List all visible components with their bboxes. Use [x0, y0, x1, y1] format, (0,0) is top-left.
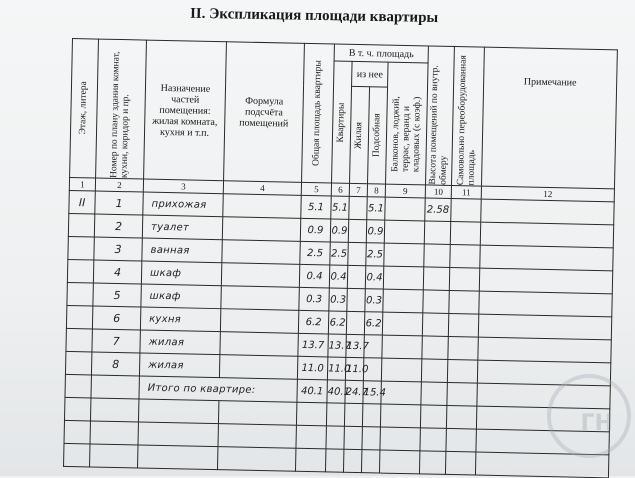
cell-height: 2.58 — [425, 198, 451, 222]
cell-formula — [219, 355, 297, 380]
cell-living — [349, 196, 367, 219]
empty-cell — [90, 444, 138, 468]
empty-cell — [379, 450, 419, 474]
cell-note — [479, 268, 612, 294]
empty-cell — [296, 402, 326, 426]
cell-total: 0.3 — [299, 287, 329, 311]
column-number: 10 — [425, 185, 451, 199]
cell-unauth — [451, 198, 481, 222]
cell-floor — [68, 213, 94, 237]
empty-cell — [419, 451, 445, 475]
cell-formula — [222, 217, 300, 242]
cell-unauth — [448, 336, 478, 360]
empty-cell — [362, 427, 380, 450]
cell-flat: 0.9 — [330, 219, 348, 242]
cell-floor — [65, 351, 91, 375]
cell-name: шкаф — [141, 261, 221, 286]
cell-flat: 0.3 — [329, 288, 347, 311]
header-purpose: Назначение частей помещения: жилая комната, кухня и т.п. — [144, 40, 227, 181]
cell-formula — [220, 309, 298, 334]
cell-aux: 0.4 — [365, 266, 383, 289]
cell-name: туалет — [142, 215, 222, 240]
empty-cell — [296, 425, 326, 449]
column-number: 2 — [95, 178, 143, 192]
cell-aux: 0.3 — [365, 289, 383, 312]
cell-floor — [68, 236, 94, 260]
cell-name: кухня — [140, 307, 220, 332]
cell-balc — [381, 358, 421, 382]
cell-total: 0.9 — [300, 218, 330, 242]
empty-cell — [421, 382, 447, 406]
column-number: 6 — [331, 183, 349, 196]
column-number: 8 — [367, 184, 385, 197]
cell-formula — [221, 263, 299, 288]
header-subgroup: из нее — [352, 61, 389, 87]
cell-name: шкаф — [141, 284, 221, 309]
header-floor: Этаж, литера — [70, 39, 99, 179]
cell-note — [480, 222, 613, 248]
cell-balc — [384, 220, 424, 244]
cell-floor — [66, 328, 92, 352]
header-unauthorized: Самовольно переоборудованная площадь — [452, 47, 485, 187]
cell-floor — [66, 305, 92, 329]
empty-cell — [90, 398, 138, 422]
header-balconies: Балконов, лоджий, террас, веранд и кладовых (с коэф.) — [386, 62, 429, 185]
page-title: II. Экспликация площади квартиры — [189, 5, 439, 27]
cell-balc — [385, 197, 425, 221]
cell-floor — [67, 259, 93, 283]
column-number: 12 — [481, 186, 614, 202]
header-height: Высота помещений по внутр. обмеру — [426, 46, 455, 186]
cell-total: 11.0 — [297, 356, 327, 380]
cell-flat: 6.2 — [328, 311, 346, 334]
cell-flat: 0.4 — [329, 265, 347, 288]
empty-cell — [326, 426, 344, 449]
cell-balc — [383, 266, 423, 290]
cell-num: 5 — [93, 283, 141, 307]
cell-formula — [223, 194, 301, 219]
cell-aux: 2.5 — [366, 243, 384, 266]
empty-cell — [64, 397, 90, 421]
empty-cell — [217, 447, 295, 472]
cell-total: 0.4 — [299, 264, 329, 288]
cell-balc — [382, 312, 422, 336]
header-room-number: Номер по плану здания комнат, кухни, коридор и пр. — [96, 39, 147, 179]
total-label: Итого по квартире: — [139, 376, 297, 402]
cell-name: жилая — [139, 353, 219, 378]
cell-flat: 5.1 — [331, 196, 349, 219]
cell-note — [480, 245, 613, 271]
empty-cell — [446, 405, 476, 429]
empty-cell — [65, 374, 91, 398]
column-number: 1 — [69, 177, 95, 191]
cell-floor — [67, 282, 93, 306]
cell-total: 13.7 — [298, 333, 328, 357]
empty-cell — [218, 401, 296, 426]
total-flat: 40.1 — [327, 380, 345, 403]
total-aux: 15.4 — [363, 381, 381, 404]
cell-total: 6.2 — [298, 310, 328, 334]
cell-note — [481, 199, 614, 225]
cell-name: жилая — [140, 330, 220, 355]
header-total-area: Общая площадь квартиры — [302, 43, 335, 183]
cell-living: 13.7 — [346, 334, 364, 357]
empty-cell — [362, 404, 380, 427]
explication-sheet — [63, 38, 617, 469]
cell-living — [347, 288, 365, 311]
cell-unauth — [449, 267, 479, 291]
explication-table — [63, 38, 618, 478]
cell-note — [478, 337, 611, 363]
cell-flat: 11.0 — [327, 357, 345, 380]
cell-height — [422, 313, 448, 337]
cell-formula — [220, 332, 298, 357]
cell-floor: II — [69, 190, 95, 214]
cell-note — [478, 314, 611, 340]
cell-aux: 5.1 — [367, 197, 385, 220]
empty-cell — [218, 424, 296, 449]
cell-num: 7 — [92, 329, 140, 353]
cell-aux: 6.2 — [364, 312, 382, 335]
cell-name: ванная — [142, 238, 222, 263]
empty-cell — [381, 381, 421, 405]
watermark-logo: ГН — [580, 411, 613, 436]
empty-cell — [138, 445, 218, 470]
total-area: 40.1 — [297, 379, 327, 403]
cell-height — [423, 290, 449, 314]
cell-unauth — [450, 221, 480, 245]
empty-cell — [420, 428, 446, 452]
header-aux: Подсобная — [368, 87, 388, 184]
empty-cell — [447, 382, 477, 406]
empty-cell — [91, 375, 139, 399]
cell-unauth — [448, 313, 478, 337]
header-formula: Формула подсчёта помещений — [224, 42, 305, 183]
cell-num: 6 — [92, 306, 140, 330]
empty-cell — [420, 405, 446, 429]
column-number: 4 — [223, 181, 301, 196]
empty-cell — [361, 450, 379, 473]
header-group-area: В т. ч. площадь — [334, 44, 428, 63]
cell-height — [424, 244, 450, 268]
cell-num: 3 — [94, 237, 142, 261]
cell-unauth — [447, 359, 477, 383]
cell-living — [348, 242, 366, 265]
empty-cell — [138, 422, 218, 447]
column-number: 11 — [451, 185, 481, 199]
header-living: Жилая — [350, 86, 370, 183]
cell-height — [423, 267, 449, 291]
cell-unauth — [449, 290, 479, 314]
empty-cell — [344, 403, 362, 426]
cell-num: 8 — [91, 352, 139, 376]
cell-total: 2.5 — [300, 241, 330, 265]
cell-note — [479, 291, 612, 317]
empty-cell — [64, 443, 90, 467]
cell-aux: 0.9 — [366, 220, 384, 243]
total-living: 24.7 — [345, 380, 363, 403]
cell-formula — [221, 286, 299, 311]
cell-num: 1 — [95, 191, 143, 215]
cell-formula — [222, 240, 300, 265]
column-number: 3 — [143, 179, 223, 194]
column-number: 7 — [349, 183, 367, 196]
column-number: 9 — [385, 184, 425, 198]
empty-cell — [380, 404, 420, 428]
cell-num: 4 — [93, 260, 141, 284]
cell-name: прихожая — [143, 192, 223, 217]
cell-num: 2 — [94, 214, 142, 238]
cell-living — [348, 219, 366, 242]
cell-total: 5.1 — [301, 195, 331, 219]
cell-flat: 2.5 — [330, 242, 348, 265]
empty-cell — [343, 449, 361, 472]
cell-height — [421, 359, 447, 383]
empty-cell — [380, 427, 420, 451]
column-number: 5 — [301, 182, 331, 196]
empty-cell — [90, 421, 138, 445]
cell-living: 11.0 — [345, 357, 363, 380]
cell-unauth — [450, 244, 480, 268]
empty-cell — [325, 449, 343, 472]
header-note: Примечание — [482, 47, 618, 189]
empty-cell — [445, 451, 475, 475]
cell-living — [346, 311, 364, 334]
empty-cell — [64, 420, 90, 444]
cell-height — [422, 336, 448, 360]
cell-living — [347, 265, 365, 288]
empty-cell — [138, 399, 218, 424]
cell-height — [424, 221, 450, 245]
cell-balc — [383, 289, 423, 313]
cell-balc — [382, 335, 422, 359]
empty-cell — [344, 426, 362, 449]
header-flat: Квартиры — [332, 61, 353, 183]
empty-cell — [326, 403, 344, 426]
cell-balc — [384, 243, 424, 267]
empty-cell — [446, 428, 476, 452]
cell-flat: 13.7 — [328, 334, 346, 357]
empty-cell — [295, 448, 325, 472]
table-body — [64, 190, 615, 477]
